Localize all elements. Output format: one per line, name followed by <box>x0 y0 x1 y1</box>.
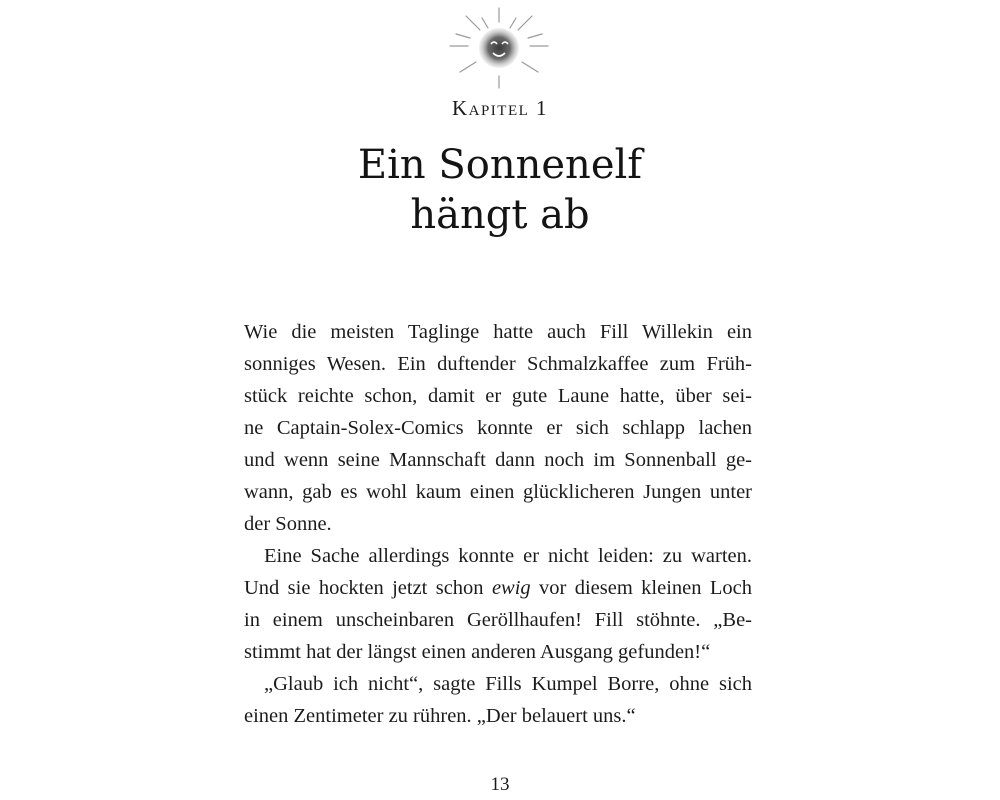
text-line: stück reichte schon, damit er gute Laune hatte, über sei- <box>244 385 752 407</box>
text-line: stimmt hat der längst einen anderen Ausgang gefunden!“ <box>244 641 711 663</box>
text-line: sonniges Wesen. Ein duftender Schmalzkaffee zum Früh- <box>244 353 752 375</box>
emphasized-word: ewig <box>491 577 531 599</box>
chapter-number: 1 <box>536 96 549 120</box>
text-line: Eine Sache allerdings konnte er nicht leiden: zu warten. <box>264 545 752 567</box>
text-line: einen Zentimeter zu rühren. „Der belauert uns.“ <box>244 705 636 727</box>
text-segment: Und sie hockten jetzt schon <box>244 577 492 599</box>
chapter-word: Kapitel <box>451 96 530 120</box>
chapter-label <box>0 96 1000 121</box>
chapter-title-line: hängt ab <box>410 192 590 238</box>
page-number: 13 <box>490 774 510 795</box>
smiling-sun-icon <box>446 6 552 90</box>
chapter-title <box>0 140 1000 240</box>
text-line: wann, gab es wohl kaum einen glücklicheren Jungen unter <box>244 481 752 503</box>
text-line <box>244 572 752 604</box>
text-line: ne Captain-Solex-Comics konnte er sich schlapp lachen <box>244 417 752 439</box>
text-line: Wie die meisten Taglinge hatte auch Fill Willekin ein <box>244 321 752 343</box>
chapter-title-line: Ein Sonnenelf <box>357 142 643 188</box>
text-line: der Sonne. <box>244 513 332 535</box>
text-segment: vor diesem kleinen Loch <box>530 577 752 599</box>
text-line: und wenn seine Mannschaft dann noch im Sonnenball ge- <box>244 449 752 471</box>
chapter-body-text <box>244 316 752 732</box>
text-line: in einem unscheinbaren Geröllhaufen! Fill stöhnte. „Be- <box>244 609 752 631</box>
text-line: „Glaub ich nicht“, sagte Fills Kumpel Borre, ohne sich <box>264 673 752 695</box>
